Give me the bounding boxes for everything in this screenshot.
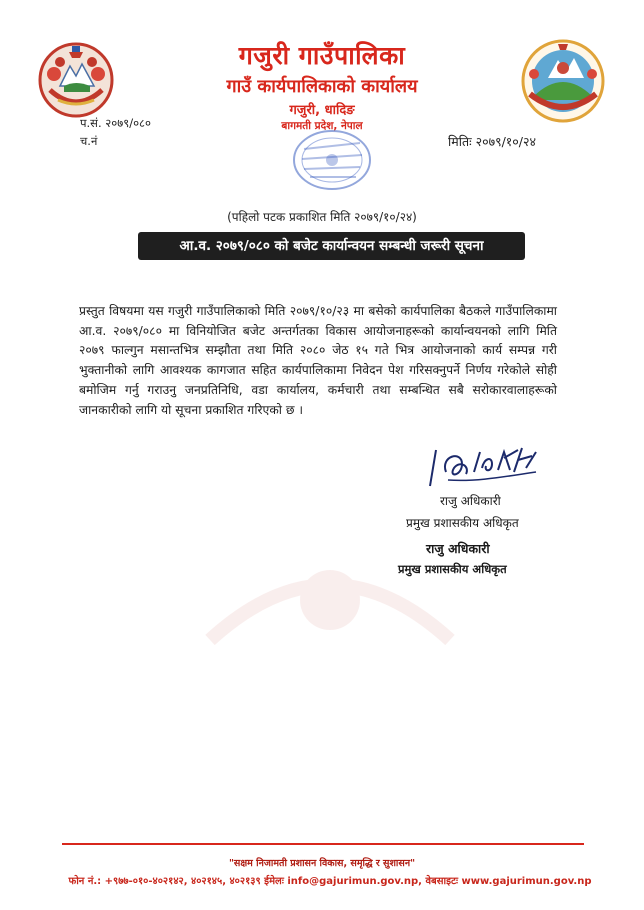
office-stamp (290, 127, 374, 193)
notice-title: आ.व. २०७९/०८० को बजेट कार्यान्वयन सम्बन्धी जरूरी सूचना (138, 232, 525, 260)
signatory-name-stamp: राजु अधिकारी (426, 541, 490, 556)
footer-slogan: "सक्षम निजामती प्रशासन विकास, समृद्धि र सुशासन" (228, 858, 416, 869)
signatory-designation: प्रमुख प्रशासकीय अधिकृत (406, 516, 519, 530)
letter-date: मितिः २०७९/१०/२४ (448, 134, 536, 149)
municipality-title: गजुरी गाउँपालिका (238, 41, 406, 70)
location-line: गजुरी, धादिङ (289, 103, 355, 118)
footer-divider (62, 843, 584, 845)
signatory-designation-stamp: प्रमुख प्रशासकीय अधिकृत (398, 562, 507, 576)
office-title: गाउँ कार्यपालिकाको कार्यालय (226, 76, 418, 97)
signatory-name: राजु अधिकारी (440, 494, 501, 508)
dispatch-number: च.नं (80, 134, 98, 148)
reference-number: प.सं. २०७९/०८० (80, 116, 152, 130)
footer-contact: फोन नं.: +९७७-०१०-४०२१४२, ४०२१४५, ४०२१३९ ईमेलः info@gajurimun.gov.np, वेबसाइटः www.gajurimun.gov.np (68, 876, 592, 887)
notice-body: प्रस्तुत विषयमा यस गजुरी गाउँपालिकाको मिति २०७९/१०/२३ मा बसेको कार्यपालिका बैठकले गाउँपालिकामा आ.व. २०७९/०८० मा विनियोजित बजेट अन्तर्गतका विकास आयोजनाहरूको कार्यान्वयनको लागि मिति २०७९ फाल्गुन मसान्तभित्र सम्झौता तथा मिति २०८० जेठ १५ गते भित्र आयोजनाको कार्य सम्पन्न गरी भुक्तानीको लागि आवश्यक कागजात सहित कार्यपालिकामा निवेदन पेश गरिसक्नुपर्ने निर्णय गरेकोले सोही बमोजिम गर्नु गराउनु जनप्रतिनिधि, वडा कार्यालय, कर्मचारी तथा सम्बन्धित सबै सरोकारवालाहरूको जानकारीको लागि यो सूचना प्रकाशित गरिएको छ । (79, 304, 557, 417)
published-note: (पहिलो पटक प्रकाशित मिति २०७९/१०/२४) (227, 210, 417, 224)
watermark-emblem (200, 540, 460, 650)
province-line: बागमती प्रदेश, नेपाल (281, 120, 363, 132)
handwritten-signature (418, 442, 548, 494)
